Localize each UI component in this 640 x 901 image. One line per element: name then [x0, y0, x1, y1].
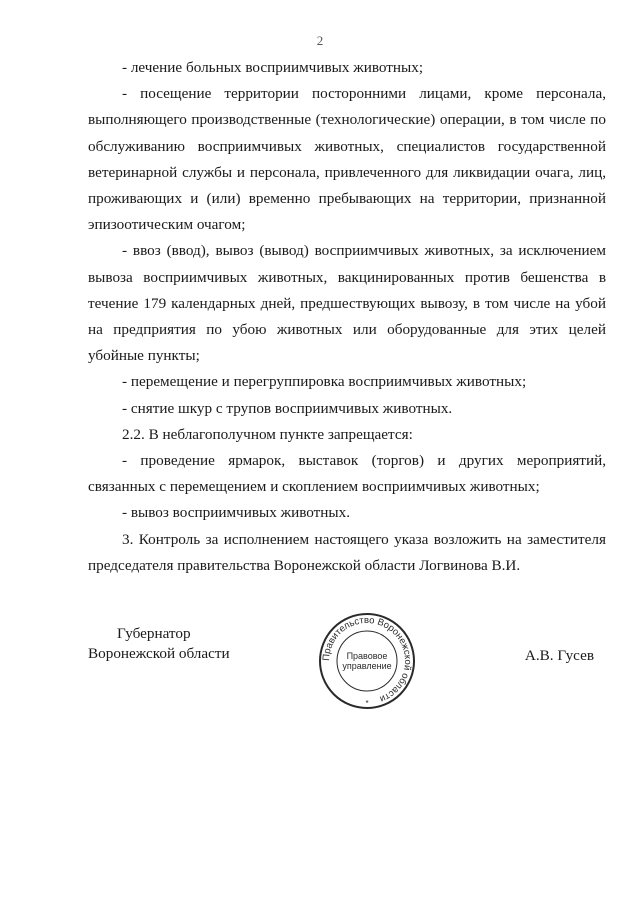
paragraph-removal: - вывоз восприимчивых животных. — [122, 504, 351, 522]
stamp-ring-text: Правительство Воронежской области — [320, 614, 414, 705]
signatory-title — [88, 624, 230, 664]
page-number: 2 — [316, 33, 324, 48]
stamp-star: * — [365, 699, 369, 708]
paragraph-control: 3. Контроль за исполнением настоящего указа возложить на заместителя председателя правительства Воронежской области Логвинова В.И. — [88, 530, 606, 574]
signature-block — [88, 614, 606, 714]
paragraph-fairs: - проведение ярмарок, выставок (торгов) и других мероприятий, связанных с перемещением и скоплением восприимчивых животных; — [88, 452, 606, 496]
paragraph-regrouping: - перемещение и перегруппировка восприимчивых животных; — [122, 373, 527, 391]
paragraph-section-2-2: 2.2. В неблагополучном пункте запрещается: — [122, 425, 413, 443]
official-stamp-icon — [317, 611, 417, 711]
paragraph-import-export: - ввоз (ввод), вывоз (вывод) восприимчивых животных, за исключением вывоза восприимчивых животных, вакцинированных против бешенства в течение 179 календарных дней, предшествующих вывозу, в том числе на убой на предприятия по убою животных или оборудованные для этих целей убойные пункты; — [88, 242, 606, 365]
paragraph-visits: - посещение территории посторонними лицами, кроме персонала, выполняющего производственные (технологические) операции, в том числе по обслуживанию восприимчивых животных, специалистов государственной ветеринарной службы и персонала, привлеченного для ликвидации очага, лиц, проживающих и (или) временно пребывающих на территории, признанной эпизоотическим очагом; — [88, 85, 606, 234]
paragraph-treatment: - лечение больных восприимчивых животных; — [122, 59, 424, 76]
stamp-center-line2: управление — [342, 661, 392, 671]
signatory-title-line1: Губернатор — [117, 625, 191, 642]
signatory-title-line2: Воронежской области — [88, 645, 230, 662]
paragraph-skinning: - снятие шкур с трупов восприимчивых животных. — [122, 399, 453, 417]
signatory-name: А.В. Гусев — [524, 647, 594, 664]
stamp-center-line1: Правовое — [346, 651, 388, 661]
document-body — [88, 55, 606, 579]
